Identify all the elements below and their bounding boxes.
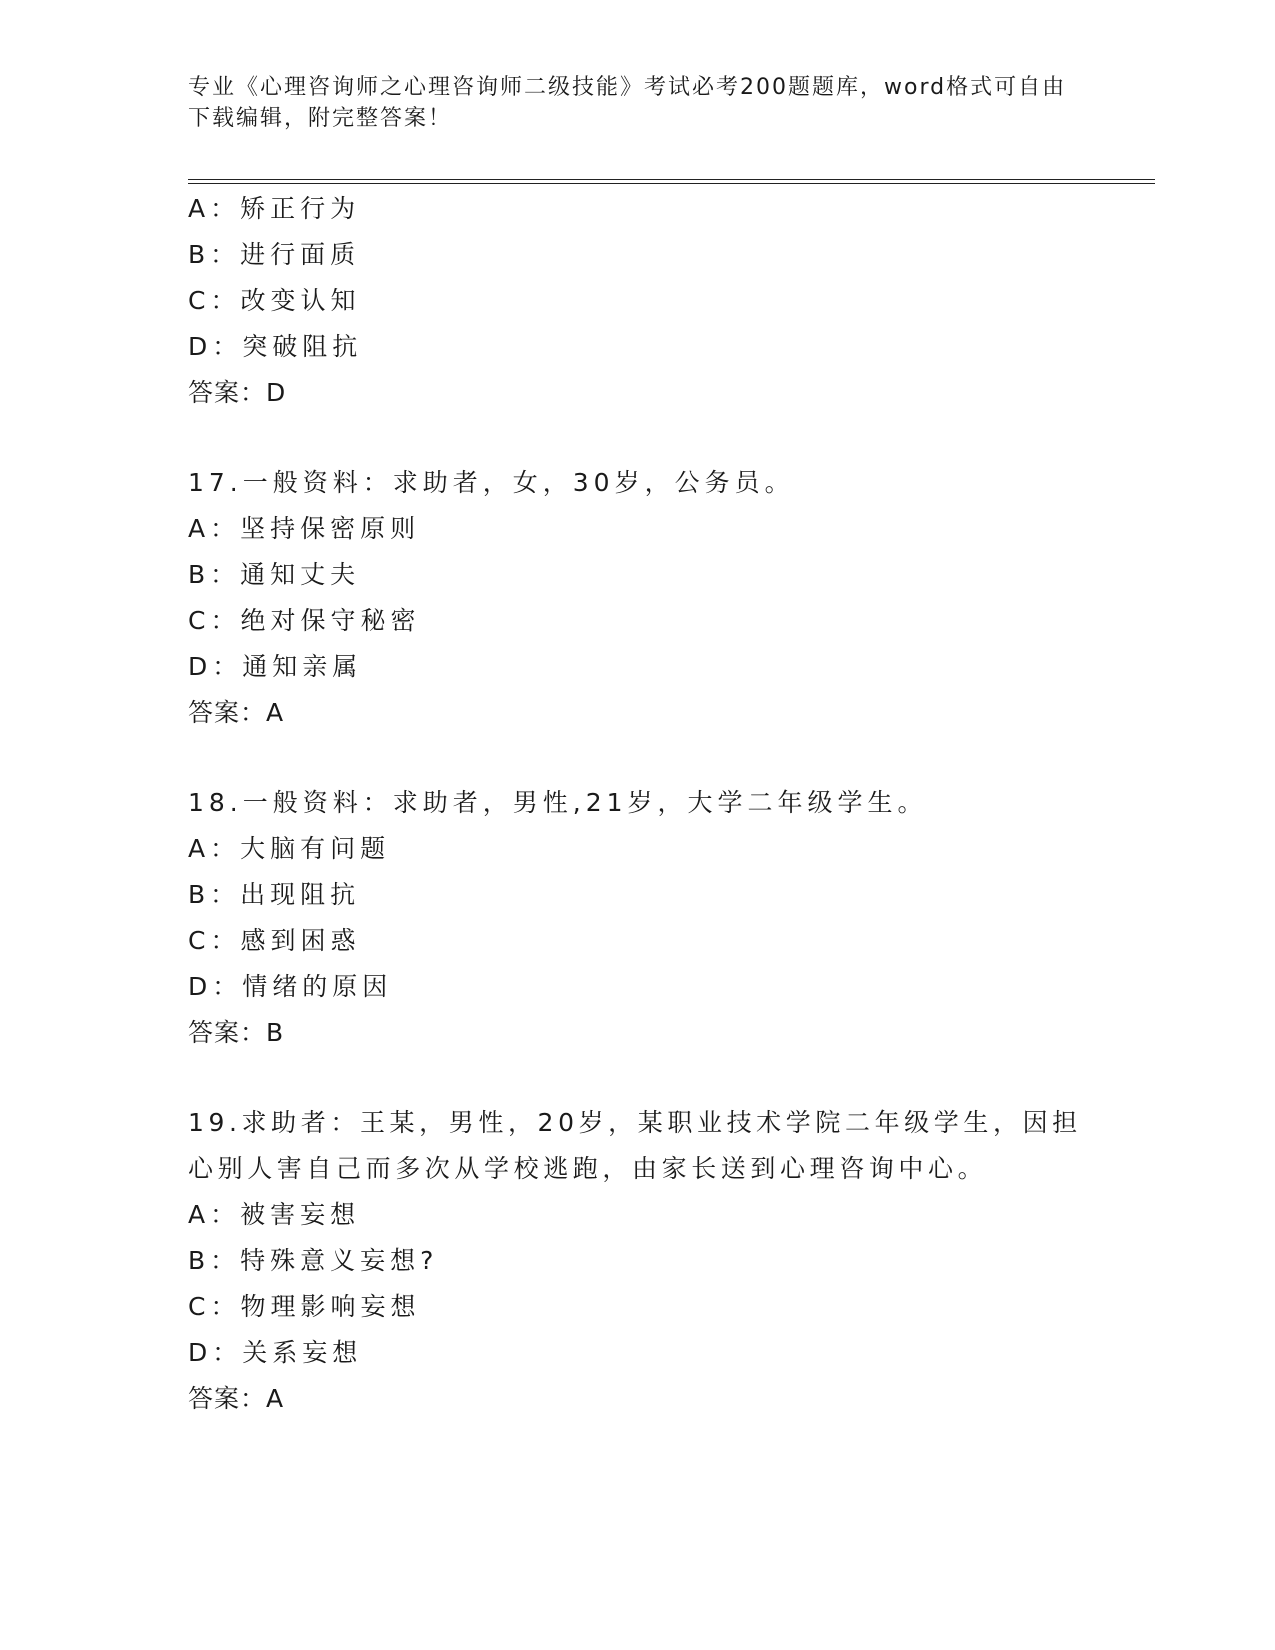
spacer [188,416,1088,460]
question-text: 17.一般资料：求助者，女，30岁，公务员。 [188,468,795,497]
option-d: D：突破阻抗 [188,332,363,361]
option-a: A：大脑有问题 [188,834,391,863]
option-b: B：特殊意义妄想? [188,1246,439,1275]
spacer [188,1056,1088,1100]
question-block-18 [188,780,1088,1056]
option-d: D：情绪的原因 [188,972,393,1001]
question-block-17 [188,460,1088,736]
option-c: C：改变认知 [188,286,361,315]
option-d: D：关系妄想 [188,1338,363,1367]
option-c: C：绝对保守秘密 [188,606,421,635]
header-rule-top [188,179,1155,180]
option-d: D：通知亲属 [188,652,363,681]
option-c: C：物理影响妄想 [188,1292,421,1321]
question-text: 19.求助者：王某，男性，20岁，某职业技术学院二年级学生，因担心别人害自己而多次从学校逃跑，由家长送到心理咨询中心。 [188,1108,1082,1183]
question-list [188,186,1088,1422]
option-b: B：进行面质 [188,240,361,269]
answer-line: 答案：D [188,378,287,407]
answer-line: 答案：A [188,1384,285,1413]
question-block-19 [188,1100,1088,1422]
option-a: A：矫正行为 [188,194,361,223]
question-text: 18.一般资料：求助者，男性,21岁，大学二年级学生。 [188,788,928,817]
option-a: A：坚持保密原则 [188,514,421,543]
option-a: A：被害妄想 [188,1200,361,1229]
header-rule-bottom [188,183,1155,184]
spacer [188,736,1088,780]
document-header: 专业《心理咨询师之心理咨询师二级技能》考试必考200题题库，word格式可自由下载编辑，附完整答案！ [188,75,1067,131]
answer-line: 答案：B [188,1018,285,1047]
question-block-16 [188,186,1088,416]
option-b: B：通知丈夫 [188,560,361,589]
option-b: B：出现阻抗 [188,880,361,909]
option-c: C：感到困惑 [188,926,361,955]
answer-line: 答案：A [188,698,285,727]
